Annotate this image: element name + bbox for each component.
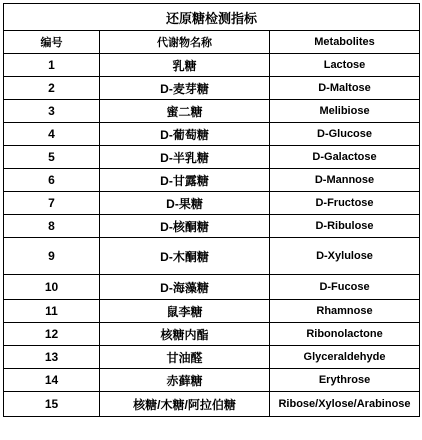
table-row bbox=[4, 123, 420, 146]
header-chinese-name: 代谢物名称 bbox=[100, 31, 270, 54]
table-row bbox=[4, 238, 420, 275]
table-row bbox=[4, 369, 420, 392]
table-row bbox=[4, 323, 420, 346]
table-row bbox=[4, 77, 420, 100]
row-metabolite: Lactose bbox=[270, 54, 420, 77]
row-metabolite: D-Mannose bbox=[270, 169, 420, 192]
reducing-sugar-table bbox=[3, 3, 420, 417]
row-number: 15 bbox=[4, 392, 100, 417]
row-chinese-name: D-海藻糖 bbox=[100, 275, 270, 300]
row-chinese-name: 核糖/木糖/阿拉伯糖 bbox=[100, 392, 270, 417]
row-metabolite: D-Fructose bbox=[270, 192, 420, 215]
table-row bbox=[4, 146, 420, 169]
row-number: 12 bbox=[4, 323, 100, 346]
row-number: 9 bbox=[4, 238, 100, 275]
table-title: 还原糖检测指标 bbox=[4, 4, 420, 31]
row-metabolite: Rhamnose bbox=[270, 300, 420, 323]
table-row bbox=[4, 392, 420, 417]
row-number: 2 bbox=[4, 77, 100, 100]
table-row bbox=[4, 192, 420, 215]
row-chinese-name: D-木酮糖 bbox=[100, 238, 270, 275]
row-chinese-name: 乳糖 bbox=[100, 54, 270, 77]
row-chinese-name: D-麦芽糖 bbox=[100, 77, 270, 100]
row-metabolite: D-Ribulose bbox=[270, 215, 420, 238]
row-metabolite: D-Xylulose bbox=[270, 238, 420, 275]
header-metabolites: Metabolites bbox=[270, 31, 420, 54]
row-number: 6 bbox=[4, 169, 100, 192]
header-number: 编号 bbox=[4, 31, 100, 54]
row-chinese-name: 核糖内酯 bbox=[100, 323, 270, 346]
table-row bbox=[4, 100, 420, 123]
table-row bbox=[4, 275, 420, 300]
row-metabolite: Ribose/Xylose/Arabinose bbox=[270, 392, 420, 417]
row-number: 14 bbox=[4, 369, 100, 392]
row-number: 8 bbox=[4, 215, 100, 238]
row-metabolite: D-Galactose bbox=[270, 146, 420, 169]
row-chinese-name: D-半乳糖 bbox=[100, 146, 270, 169]
table-header-row bbox=[4, 31, 420, 54]
row-metabolite: Ribonolactone bbox=[270, 323, 420, 346]
row-number: 3 bbox=[4, 100, 100, 123]
row-chinese-name: D-核酮糖 bbox=[100, 215, 270, 238]
table-row bbox=[4, 300, 420, 323]
row-metabolite: D-Maltose bbox=[270, 77, 420, 100]
row-chinese-name: 蜜二糖 bbox=[100, 100, 270, 123]
row-chinese-name: D-葡萄糖 bbox=[100, 123, 270, 146]
row-number: 7 bbox=[4, 192, 100, 215]
row-chinese-name: 赤藓糖 bbox=[100, 369, 270, 392]
row-number: 4 bbox=[4, 123, 100, 146]
table-row bbox=[4, 346, 420, 369]
table-title-row bbox=[4, 4, 420, 31]
row-chinese-name: 鼠李糖 bbox=[100, 300, 270, 323]
row-chinese-name: D-甘露糖 bbox=[100, 169, 270, 192]
table-row bbox=[4, 54, 420, 77]
table-row bbox=[4, 215, 420, 238]
row-number: 10 bbox=[4, 275, 100, 300]
row-number: 11 bbox=[4, 300, 100, 323]
row-chinese-name: D-果糖 bbox=[100, 192, 270, 215]
row-number: 5 bbox=[4, 146, 100, 169]
row-metabolite: D-Fucose bbox=[270, 275, 420, 300]
row-metabolite: Melibiose bbox=[270, 100, 420, 123]
metabolite-table-container bbox=[3, 3, 419, 417]
row-number: 1 bbox=[4, 54, 100, 77]
table-row bbox=[4, 169, 420, 192]
row-metabolite: Glyceraldehyde bbox=[270, 346, 420, 369]
row-metabolite: Erythrose bbox=[270, 369, 420, 392]
row-metabolite: D-Glucose bbox=[270, 123, 420, 146]
row-number: 13 bbox=[4, 346, 100, 369]
row-chinese-name: 甘油醛 bbox=[100, 346, 270, 369]
